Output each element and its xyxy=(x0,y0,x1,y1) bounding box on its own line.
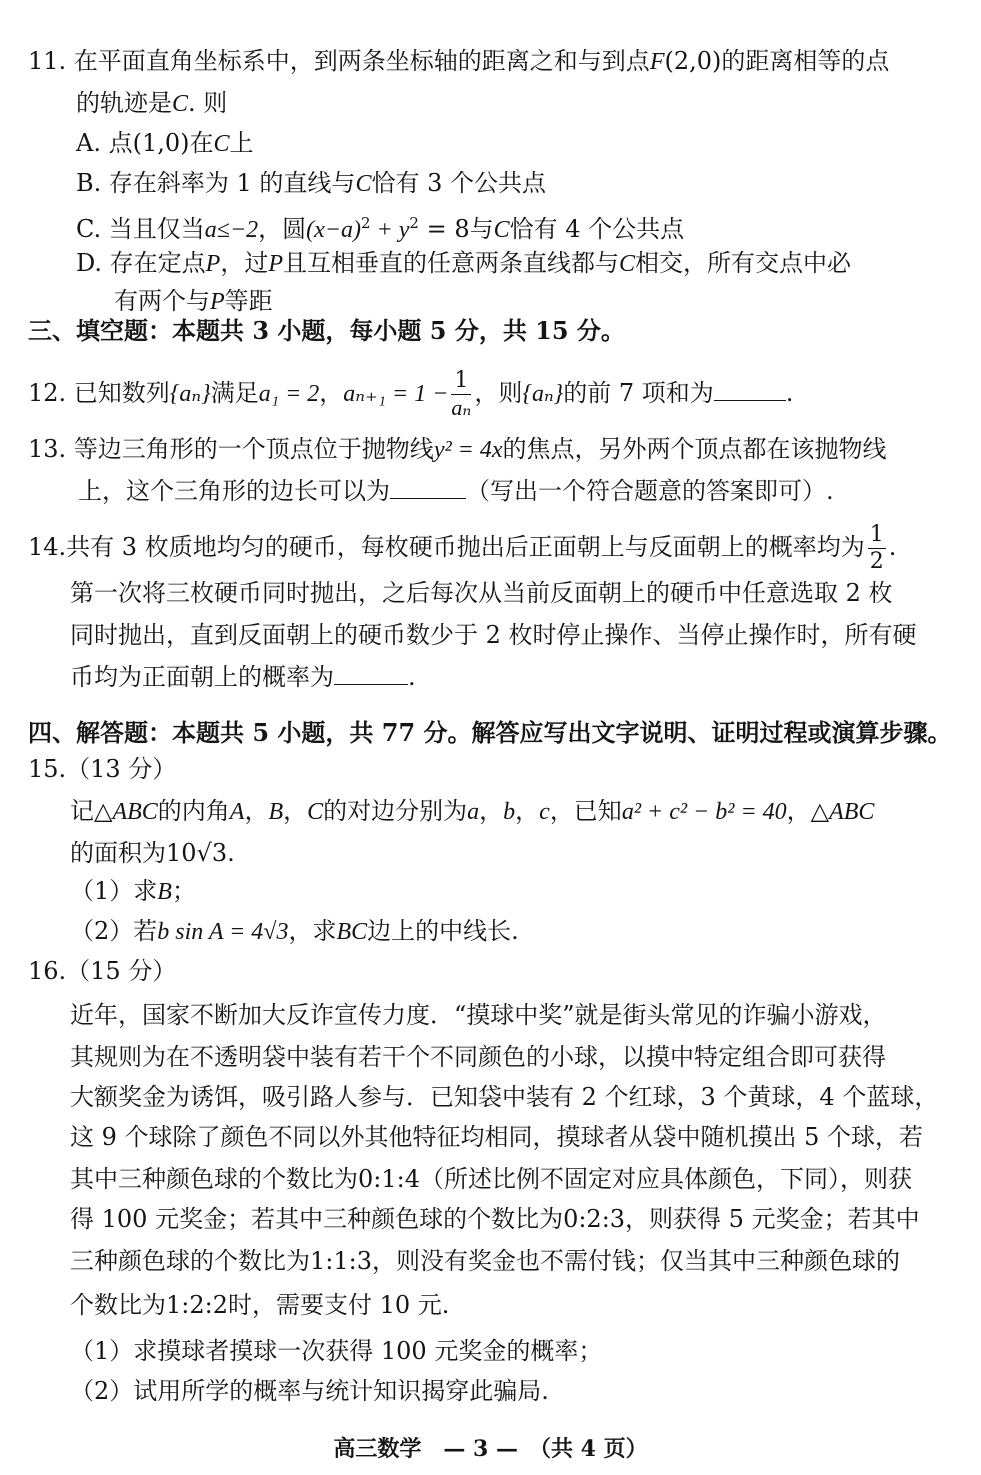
q15-end: . xyxy=(227,839,235,867)
option-label: B. xyxy=(76,169,102,197)
q11-stem-line2 xyxy=(76,86,227,120)
q11-text-post: 的距离相等的点 xyxy=(721,47,890,75)
q15-condition: b sin A = 4√3 xyxy=(157,919,289,945)
option-text: 与 xyxy=(469,215,494,243)
fraction xyxy=(868,524,886,573)
q12-text: ，则 xyxy=(474,379,523,407)
option-text: 上 xyxy=(229,129,254,157)
angle-b: B xyxy=(157,879,172,905)
answer-blank[interactable] xyxy=(390,478,466,499)
option-text: 等距 xyxy=(224,287,273,315)
option-label: D. xyxy=(76,249,103,277)
circle-eq-part: = 8 xyxy=(418,215,470,243)
q11-option-c xyxy=(76,206,685,243)
option-var: P xyxy=(268,251,283,277)
q13-text: （写出一个符合题意的答案即可）. xyxy=(466,477,834,505)
option-text: 当且仅当 xyxy=(108,215,205,243)
q14-end: . xyxy=(888,533,897,561)
q13-text: 等边三角形的一个顶点位于抛物线 xyxy=(73,435,434,463)
fraction xyxy=(451,370,471,419)
fraction-denominator: 2 xyxy=(869,549,884,574)
option-text: 存在定点 xyxy=(109,249,206,277)
q15-text: ，求 xyxy=(288,917,337,945)
option-text: 恰有 3 个公共点 xyxy=(371,169,546,197)
q14-number: 14. xyxy=(28,533,67,561)
q15-text: （2）若 xyxy=(70,917,158,945)
triangle-name: ABC xyxy=(112,799,158,825)
option-text: 在 xyxy=(189,129,214,157)
q15-text: ，已知 xyxy=(549,797,622,825)
option-text: 相交，所有交点中必 xyxy=(635,249,852,277)
q11-curve-c: C xyxy=(172,91,189,117)
circle-eq-part: (x−a) xyxy=(306,217,361,243)
q12-text: 已知数列 xyxy=(73,379,170,407)
q12-end: . xyxy=(785,379,794,407)
exponent: 2 xyxy=(409,214,419,232)
q11-point-coord: (2,0) xyxy=(664,47,722,75)
option-text: 恰有 4 个公共点 xyxy=(509,215,685,243)
q15-text: （1）求 xyxy=(70,877,158,905)
q16-sub1: （1）求摸球者摸球一次获得 100 元奖金的概率； xyxy=(70,1337,603,1365)
q15-header: 15.（13 分） xyxy=(28,755,177,783)
q15-text: ，△ xyxy=(786,797,830,825)
q11-stem-line1 xyxy=(28,44,889,78)
q15-text: 的面积为 xyxy=(70,839,166,867)
q15-text: 记△ xyxy=(70,797,113,825)
parabola-equation: y² = 4x xyxy=(433,437,503,463)
option-label: A. xyxy=(76,129,101,157)
q15-end: ； xyxy=(171,877,196,905)
option-var: P xyxy=(205,251,221,277)
fraction-denominator: aₙ xyxy=(451,395,472,420)
separator: ， xyxy=(283,797,308,825)
answer-blank[interactable] xyxy=(714,380,786,401)
q12-text: ， xyxy=(319,379,344,407)
q15-line2 xyxy=(70,836,235,870)
q11-text: 在平面直角坐标系中，到两条坐标轴的距离之和与到点 xyxy=(73,47,650,75)
side-b: b xyxy=(503,799,516,825)
angle-a: A xyxy=(229,799,245,825)
side-c: c xyxy=(539,799,550,825)
page-footer: 高三数学 — 3 — （共 4 页） xyxy=(333,1436,648,1462)
option-var: C xyxy=(619,251,636,277)
q13-line1 xyxy=(28,432,887,466)
q16-line: 其规则为在不透明袋中装有若干个不同颜色的小球，以摸中特定组合即可获得 xyxy=(70,1043,886,1071)
option-text: 且互相垂直的任意两条直线都与 xyxy=(283,249,619,277)
side-bc: BC xyxy=(336,919,368,945)
q15-line1 xyxy=(70,794,874,828)
q15-sub2 xyxy=(70,914,519,948)
q13-text: 的焦点，另外两个顶点都在该抛物线 xyxy=(502,435,887,463)
q15-text: 的内角 xyxy=(157,797,230,825)
q16-line: 三种颜色球的个数比为1:1:3，则没有奖金也不需付钱；仅当其中三种颜色球的 xyxy=(70,1247,900,1275)
option-label: C. xyxy=(76,215,102,243)
option-var: P xyxy=(210,289,225,315)
option-text: 点 xyxy=(108,129,133,157)
q16-line: 个数比为1:2:2时，需要支付 10 元. xyxy=(70,1291,450,1319)
q13-text: 上，这个三角形的边长可以为 xyxy=(78,477,390,505)
q14-line3: 同时抛出，直到反面朝上的硬币数少于 2 枚时停止操作、当停止操作时，所有硬 xyxy=(70,621,917,649)
q14-end: . xyxy=(408,663,416,691)
triangle-name: ABC xyxy=(829,799,875,825)
option-coord: (1,0) xyxy=(132,129,190,157)
q16-line: 得 100 元奖金；若其中三种颜色球的个数比为0:2:3，则获得 5 元奖金；若其中 xyxy=(70,1205,920,1233)
separator: ， xyxy=(479,797,504,825)
angle-c: C xyxy=(307,799,324,825)
q11-text2-post: . 则 xyxy=(188,89,228,117)
q14-text: 币均为正面朝上的概率为 xyxy=(70,663,334,691)
option-text: ，圆 xyxy=(258,215,307,243)
q15-area: 10√3 xyxy=(166,839,228,867)
q15-sub1 xyxy=(70,874,196,908)
fraction-numerator: 1 xyxy=(451,370,471,395)
sequence: {aₙ} xyxy=(522,381,564,407)
answer-blank[interactable] xyxy=(334,664,408,685)
q12-text: 的前 7 项和为 xyxy=(563,379,714,407)
q14-line2: 第一次将三枚硬币同时抛出，之后每次从当前反面朝上的硬币中任意选取 2 枚 xyxy=(70,579,893,607)
q16-sub2: （2）试用所学的概率与统计知识揭穿此骗局. xyxy=(70,1377,549,1405)
q11-point-f: F xyxy=(649,49,665,75)
fraction-numerator: 1 xyxy=(869,522,884,547)
separator: ， xyxy=(515,797,540,825)
option-condition: a≤−2 xyxy=(204,217,259,243)
q16-line: 这 9 个球除了颜色不同以外其他特征均相同，摸球者从袋中随机摸出 5 个球，若 xyxy=(70,1123,924,1151)
q11-option-d-line2 xyxy=(114,284,273,318)
q14-line4 xyxy=(70,660,416,694)
q14-line1 xyxy=(28,522,896,572)
q11-number: 11. xyxy=(28,47,67,75)
q11-text2: 的轨迹是 xyxy=(76,89,172,117)
q13-number: 13. xyxy=(28,435,67,463)
q12 xyxy=(28,368,793,418)
q15-equation: a² + c² − b² = 40 xyxy=(621,799,787,825)
section-3-heading: 三、填空题：本题共 3 小题，每小题 5 分，共 15 分。 xyxy=(28,316,625,345)
option-text: 存在斜率为 1 的直线与 xyxy=(108,169,356,197)
q15-text: 边上的中线长. xyxy=(367,917,519,945)
option-var: C xyxy=(493,217,510,243)
q15-text: 的对边分别为 xyxy=(323,797,468,825)
q11-option-b xyxy=(76,166,546,200)
option-var: C xyxy=(213,131,230,157)
q16-line: 近年，国家不断加大反诈宣传力度．“摸球中奖”就是街头常见的诈骗小游戏， xyxy=(70,1001,887,1029)
section-4-heading: 四、解答题：本题共 5 小题，共 77 分。解答应写出文字说明、证明过程或演算步骤。 xyxy=(28,718,952,747)
option-text: ，过 xyxy=(220,249,269,277)
recurrence: aₙ₊₁ = 1 − xyxy=(343,381,449,407)
q12-number: 12. xyxy=(28,379,67,407)
q14-text: 共有 3 枚质地均匀的硬币，每枚硬币抛出后正面朝上与反面朝上的概率均为 xyxy=(66,533,865,561)
sequence: {aₙ} xyxy=(169,381,211,407)
q11-option-d-line1 xyxy=(76,246,851,280)
q11-option-a xyxy=(76,126,254,160)
q16-line: 其中三种颜色球的个数比为0:1:4（所述比例不固定对应具体颜色，下同），则获 xyxy=(70,1165,912,1193)
angle-b: B xyxy=(268,799,284,825)
side-a: a xyxy=(467,799,480,825)
option-var: C xyxy=(355,171,372,197)
initial-term: a₁ = 2 xyxy=(258,381,320,407)
option-text: 有两个与 xyxy=(114,287,210,315)
q13-line2 xyxy=(78,474,834,508)
circle-eq-part: + y xyxy=(370,217,410,243)
separator: ， xyxy=(244,797,269,825)
q12-text: 满足 xyxy=(210,379,259,407)
q16-line: 大额奖金为诱饵，吸引路人参与．已知袋中装有 2 个红球，3 个黄球，4 个蓝球， xyxy=(70,1083,939,1111)
q16-header: 16.（15 分） xyxy=(28,957,177,985)
exponent: 2 xyxy=(361,214,371,232)
